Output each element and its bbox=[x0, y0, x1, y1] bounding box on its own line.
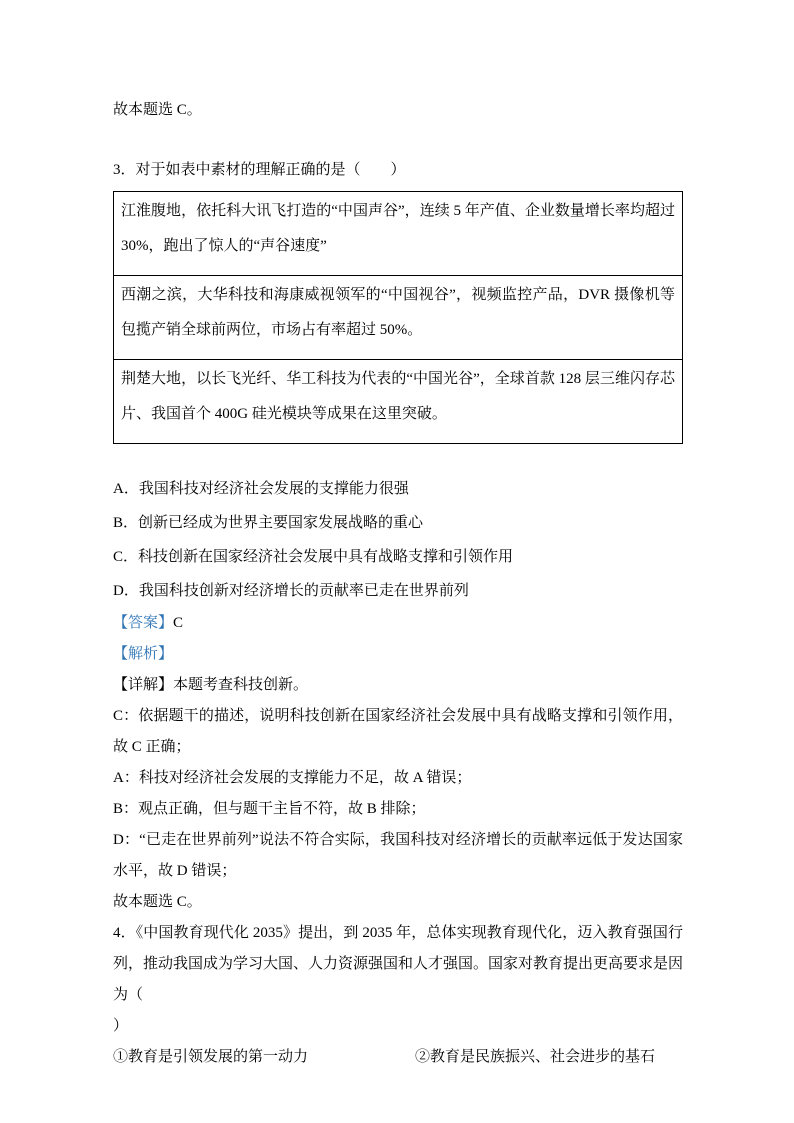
explanation-a: A：科技对经济社会发展的支撑能力不足，故 A 错误； bbox=[113, 770, 472, 786]
question-4-stem: 4．《中国教育现代化 2035》提出，到 2035 年，总体实现教育现代化，迈入教育强国行列，推动我国成为学习大国、人力资源强国和人才强国。国家对教育提出更高要求是因为（ bbox=[113, 925, 684, 1003]
table-row bbox=[114, 360, 683, 444]
explanation-b: B：观点正确，但与题干主旨不符，故 B 排除； bbox=[113, 801, 426, 817]
answer-section bbox=[113, 608, 683, 1073]
explanation-c: C：依据题干的描述，说明科技创新在国家经济社会发展中具有战略支撑和引领作用，故 C 正确； bbox=[113, 708, 683, 755]
answer-line bbox=[113, 608, 683, 639]
table-cell-optics-valley: 荆楚大地，以长飞光纤、华工科技为代表的“中国光谷”，全球首款 128 层三维闪存芯片、我国首个 400G 硅光模块等成果在这里突破。 bbox=[114, 360, 683, 444]
explanation-d: D：“已走在世界前列”说法不符合实际，我国科技对经济增长的贡献率远低于发达国家水平，故 D 错误； bbox=[113, 832, 683, 879]
table-cell-vision-valley: 西潮之滨，大华科技和海康威视领军的“中国视谷”，视频监控产品，DVR 摄像机等包揽产销全球前两位，市场占有率超过 50%。 bbox=[114, 276, 683, 360]
previous-question-conclusion: 故本题选 C。 bbox=[113, 102, 202, 118]
material-table bbox=[113, 191, 683, 444]
table-row bbox=[114, 276, 683, 360]
detail-line: 【详解】本题考查科技创新。 bbox=[113, 677, 309, 693]
circled-option-1: ①教育是引领发展的第一动力 bbox=[113, 1049, 309, 1065]
analysis-label: 【解析】 bbox=[113, 646, 174, 662]
option-d: D．我国科技创新对经济增长的贡献率已走在世界前列 bbox=[113, 583, 469, 599]
question-4-stem-close-paren: ） bbox=[113, 1018, 129, 1034]
option-b: B．创新已经成为世界主要国家发展战略的重心 bbox=[113, 515, 424, 531]
option-c: C．科技创新在国家经济社会发展中具有战略支撑和引领作用 bbox=[113, 549, 514, 565]
question-4-circled-options bbox=[113, 1042, 683, 1073]
question-3-options bbox=[113, 472, 683, 608]
question-3-stem: 3．对于如表中素材的理解正确的是（ ） bbox=[113, 162, 406, 178]
table-cell-sound-valley: 江淮腹地，依托科大讯飞打造的“中国声谷”，连续 5 年产值、企业数量增长率均超过 30%，跑出了惊人的“声谷速度” bbox=[114, 192, 683, 276]
table-row bbox=[114, 192, 683, 276]
answer-label: 【答案】 bbox=[113, 615, 174, 631]
question-3-conclusion: 故本题选 C。 bbox=[113, 894, 202, 910]
answer-value: C bbox=[173, 615, 184, 631]
option-a: A．我国科技对经济社会发展的支撑能力很强 bbox=[113, 481, 409, 497]
circled-option-2: ②教育是民族振兴、社会进步的基石 bbox=[415, 1049, 656, 1065]
